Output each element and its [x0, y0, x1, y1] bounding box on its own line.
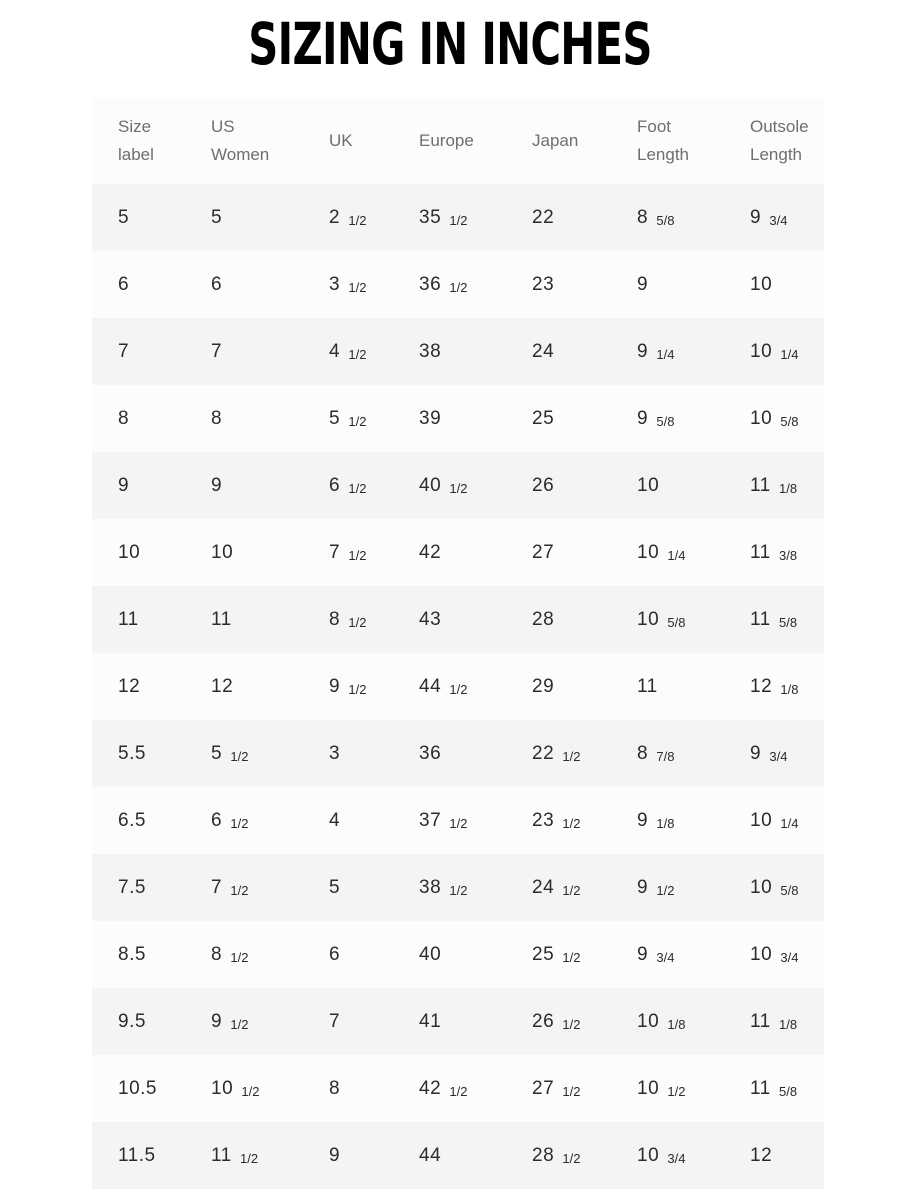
- table-cell: 6: [185, 251, 303, 318]
- table-cell: 42 1/2: [393, 1055, 506, 1122]
- table-cell: 11 1/8: [724, 452, 824, 519]
- table-cell: 11.5: [92, 1122, 185, 1189]
- table-row: [92, 854, 824, 921]
- table-cell: 10: [724, 251, 824, 318]
- column-header-text: Length: [637, 145, 689, 164]
- table-cell: 10 1/4: [724, 787, 824, 854]
- table-cell: 8: [303, 1055, 393, 1122]
- table-cell: 28 1/2: [506, 1122, 611, 1189]
- page-title: SIZING IN INCHES: [248, 10, 652, 78]
- table-cell: 6.5: [92, 787, 185, 854]
- table-cell: 9: [611, 251, 724, 318]
- column-header-text: Women: [211, 145, 270, 164]
- table-cell: 5 1/2: [303, 385, 393, 452]
- table-cell: 40: [393, 921, 506, 988]
- table-row: [92, 1055, 824, 1122]
- table-cell: 38 1/2: [393, 854, 506, 921]
- table-cell: 37 1/2: [393, 787, 506, 854]
- table-cell: 10 5/8: [724, 385, 824, 452]
- column-header-text: Size: [118, 117, 152, 136]
- table-cell: 10 5/8: [724, 854, 824, 921]
- table-cell: 6 1/2: [303, 452, 393, 519]
- table-cell: 24: [506, 318, 611, 385]
- table-cell: 44 1/2: [393, 653, 506, 720]
- table-cell: 9 1/4: [611, 318, 724, 385]
- table-row: [92, 988, 824, 1055]
- table-cell: 9: [303, 1122, 393, 1189]
- table-row: [92, 184, 824, 251]
- table-cell: 24 1/2: [506, 854, 611, 921]
- table-cell: 5: [303, 854, 393, 921]
- table-cell: 41: [393, 988, 506, 1055]
- table-cell: 11 3/8: [724, 519, 824, 586]
- table-row: [92, 586, 824, 653]
- column-header-europe: [393, 98, 506, 184]
- column-header-uk: [303, 98, 393, 184]
- table-cell: 9 3/4: [611, 921, 724, 988]
- table-cell: 25 1/2: [506, 921, 611, 988]
- table-cell: 5: [92, 184, 185, 251]
- table-cell: 28: [506, 586, 611, 653]
- table-cell: 22 1/2: [506, 720, 611, 787]
- table-cell: 10: [611, 452, 724, 519]
- table-cell: 11: [92, 586, 185, 653]
- table-cell: 8 1/2: [185, 921, 303, 988]
- table-cell: 44: [393, 1122, 506, 1189]
- column-header-text: Foot: [637, 117, 672, 136]
- table-cell: 36 1/2: [393, 251, 506, 318]
- table-cell: 11: [611, 653, 724, 720]
- table-cell: 11 1/8: [724, 988, 824, 1055]
- table-cell: 4 1/2: [303, 318, 393, 385]
- table-cell: 23: [506, 251, 611, 318]
- table-body: [92, 184, 824, 1189]
- table-cell: 8: [92, 385, 185, 452]
- table-cell: 42: [393, 519, 506, 586]
- table-row: [92, 720, 824, 787]
- table-cell: 9: [185, 452, 303, 519]
- table-cell: 8 5/8: [611, 184, 724, 251]
- table-cell: 11: [185, 586, 303, 653]
- table-cell: 10 1/4: [724, 318, 824, 385]
- table-cell: 5 1/2: [185, 720, 303, 787]
- table-cell: 22: [506, 184, 611, 251]
- column-header-outsole-length: [724, 98, 824, 184]
- table-header-row: [92, 98, 824, 184]
- column-header-text: label: [118, 145, 154, 164]
- table-cell: 10 5/8: [611, 586, 724, 653]
- table-cell: 12: [724, 1122, 824, 1189]
- table-cell: 11 5/8: [724, 586, 824, 653]
- table-cell: 9 1/2: [303, 653, 393, 720]
- column-header-text: UK: [329, 131, 353, 150]
- table-cell: 10 1/4: [611, 519, 724, 586]
- table-cell: 9 1/8: [611, 787, 724, 854]
- table-cell: 35 1/2: [393, 184, 506, 251]
- table-row: [92, 251, 824, 318]
- table-cell: 43: [393, 586, 506, 653]
- table-cell: 10 3/4: [724, 921, 824, 988]
- table-cell: 10 1/2: [185, 1055, 303, 1122]
- table-cell: 7.5: [92, 854, 185, 921]
- table-cell: 9 3/4: [724, 184, 824, 251]
- table-cell: 10: [185, 519, 303, 586]
- table-cell: 12: [92, 653, 185, 720]
- table-cell: 39: [393, 385, 506, 452]
- table-cell: 10 3/4: [611, 1122, 724, 1189]
- table-cell: 10.5: [92, 1055, 185, 1122]
- table-cell: 10: [92, 519, 185, 586]
- table-cell: 7: [303, 988, 393, 1055]
- column-header-text: Europe: [419, 131, 474, 150]
- table-cell: 7 1/2: [185, 854, 303, 921]
- table-cell: 9: [92, 452, 185, 519]
- table-row: [92, 787, 824, 854]
- table-cell: 4: [303, 787, 393, 854]
- table-cell: 9.5: [92, 988, 185, 1055]
- table-cell: 7: [92, 318, 185, 385]
- table-row: [92, 519, 824, 586]
- table-cell: 6 1/2: [185, 787, 303, 854]
- table-row: [92, 1122, 824, 1189]
- table-row: [92, 385, 824, 452]
- table-cell: 7: [185, 318, 303, 385]
- table-cell: 7 1/2: [303, 519, 393, 586]
- table-cell: 8.5: [92, 921, 185, 988]
- table-cell: 5.5: [92, 720, 185, 787]
- table-cell: 12: [185, 653, 303, 720]
- table-cell: 27 1/2: [506, 1055, 611, 1122]
- table-cell: 10 1/2: [611, 1055, 724, 1122]
- table-row: [92, 318, 824, 385]
- table-cell: 9 5/8: [611, 385, 724, 452]
- column-header-us-women: [185, 98, 303, 184]
- column-header-text: Length: [750, 145, 802, 164]
- table-cell: 8: [185, 385, 303, 452]
- table-cell: 3: [303, 720, 393, 787]
- table-row: [92, 653, 824, 720]
- column-header-foot-length: [611, 98, 724, 184]
- table-cell: 9 3/4: [724, 720, 824, 787]
- table-cell: 11 1/2: [185, 1122, 303, 1189]
- column-header-text: Japan: [532, 131, 579, 150]
- column-header-size-label: [92, 98, 185, 184]
- column-header-text: Outsole: [750, 117, 809, 136]
- table-cell: 2 1/2: [303, 184, 393, 251]
- table-cell: 36: [393, 720, 506, 787]
- table-cell: 25: [506, 385, 611, 452]
- column-header-japan: [506, 98, 611, 184]
- table-cell: 23 1/2: [506, 787, 611, 854]
- table-cell: 6: [303, 921, 393, 988]
- table-cell: 26: [506, 452, 611, 519]
- table-cell: 8 7/8: [611, 720, 724, 787]
- table-cell: 10 1/8: [611, 988, 724, 1055]
- table-cell: 5: [185, 184, 303, 251]
- table-cell: 9 1/2: [611, 854, 724, 921]
- table-cell: 12 1/8: [724, 653, 824, 720]
- table-cell: 3 1/2: [303, 251, 393, 318]
- table-row: [92, 452, 824, 519]
- column-header-text: US: [211, 117, 235, 136]
- table-cell: 29: [506, 653, 611, 720]
- table-cell: 9 1/2: [185, 988, 303, 1055]
- table-cell: 38: [393, 318, 506, 385]
- table-cell: 27: [506, 519, 611, 586]
- table-cell: 26 1/2: [506, 988, 611, 1055]
- table-cell: 8 1/2: [303, 586, 393, 653]
- table-cell: 11 5/8: [724, 1055, 824, 1122]
- table-row: [92, 921, 824, 988]
- size-chart-table: [92, 98, 824, 1189]
- table-cell: 40 1/2: [393, 452, 506, 519]
- table-cell: 6: [92, 251, 185, 318]
